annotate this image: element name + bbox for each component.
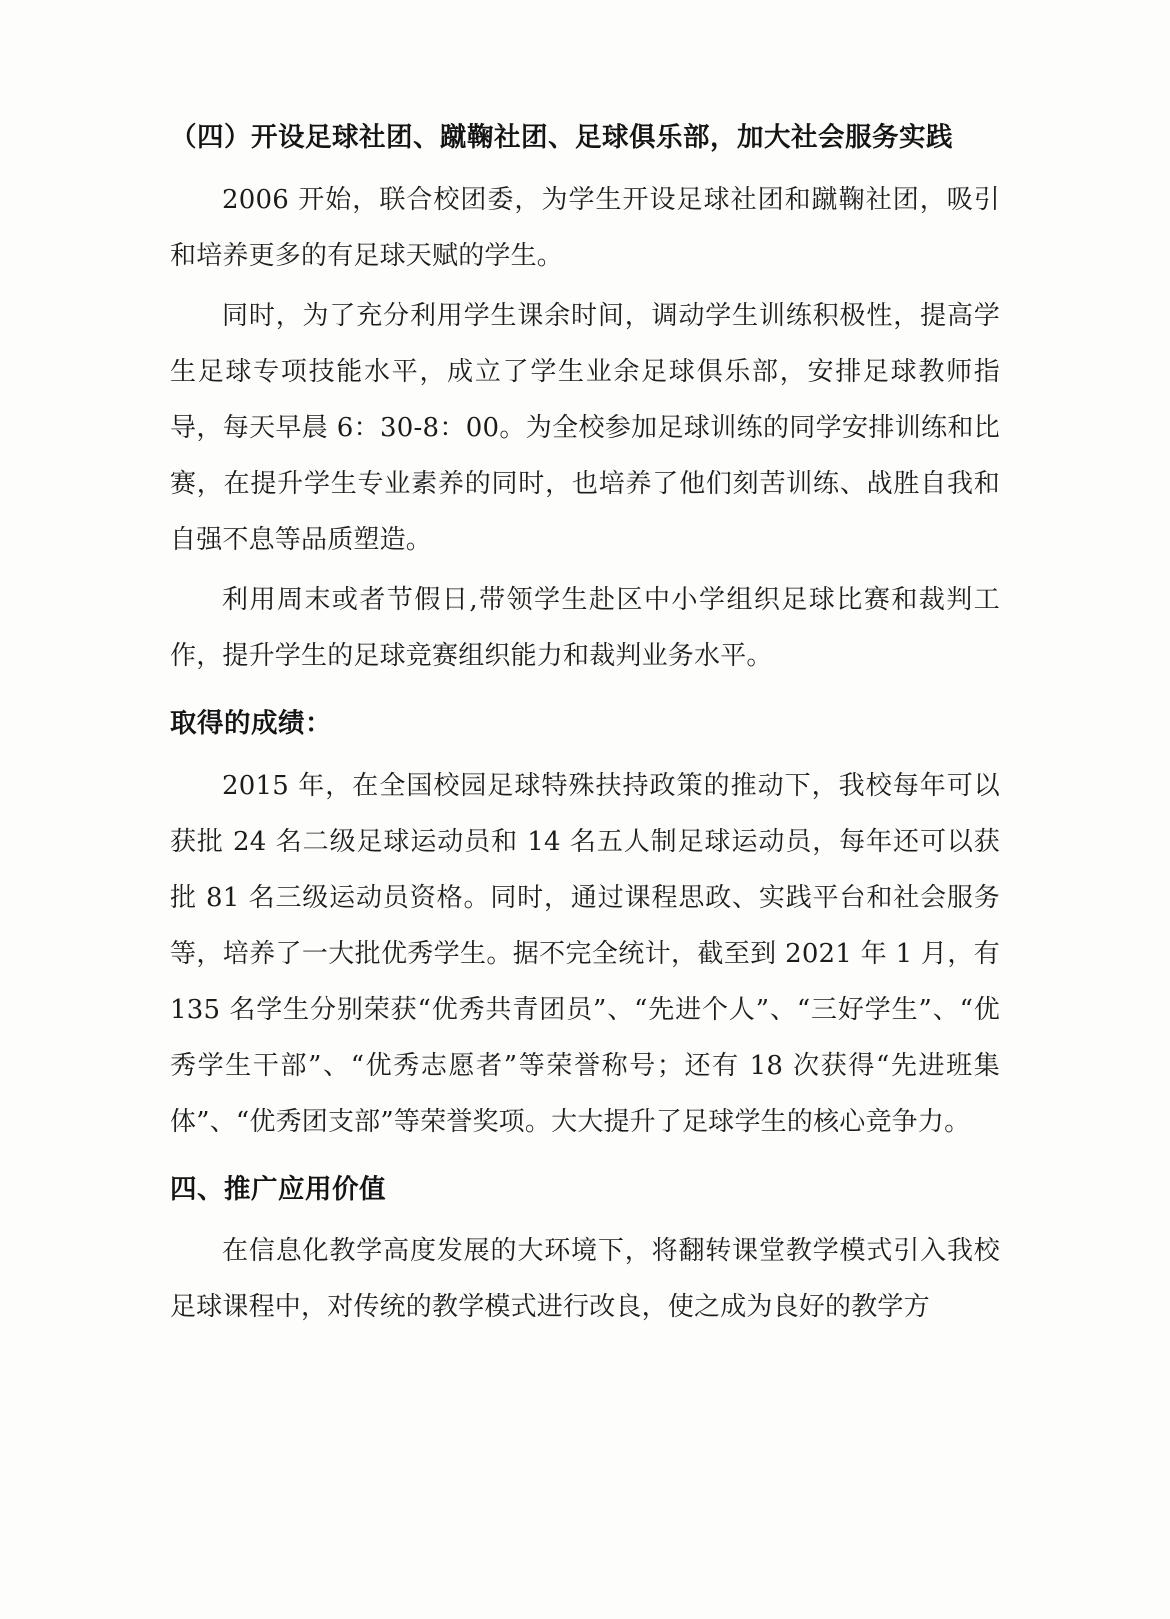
section-heading-promotion-value: 四、推广应用价值 [170, 1173, 386, 1205]
paragraph-amateur-club-training: 同时，为了充分利用学生课余时间，调动学生训练积极性，提高学生足球专项技能水平，成立了学生业余足球俱乐部，安排足球教师指导，每天早晨 6：30-8：00。为全校参加足球训练的同学安排训练和比赛，在提升学生专业素养的同时，也培养了他们刻苦训练、战胜自我和自强不息等品质塑造。 [170, 300, 1000, 555]
paragraph-flipped-classroom: 在信息化教学高度发展的大环境下，将翻转课堂教学模式引入我校足球课程中，对传统的教学模式进行改良，使之成为良好的教学方 [170, 1236, 1000, 1323]
paragraph-clubs-2006: 2006 开始，联合校团委，为学生开设足球社团和蹴鞠社团，吸引和培养更多的有足球天赋的学生。 [170, 184, 1000, 271]
section-heading-achievements: 取得的成绩： [170, 707, 332, 739]
paragraph-weekend-referee-work: 利用周末或者节假日,带领学生赴区中小学组织足球比赛和裁判工作，提升学生的足球竞赛组织能力和裁判业务水平。 [170, 584, 1000, 671]
section-heading-four-four: （四）开设足球社团、蹴鞠社团、足球俱乐部，加大社会服务实践 [170, 122, 953, 153]
paragraph-achievements-detail: 2015 年，在全国校园足球特殊扶持政策的推动下，我校每年可以获批 24 名二级足球运动员和 14 名五人制足球运动员，每年还可以获批 81 名三级运动员资格。同时，通过课程思政、实践平台和社会服务等，培养了一大批优秀学生。据不完全统计，截至到 2021 年 1 月，有 135 名学生分别荣获“优秀共青团员”、“先进个人”、“三好学生”、“优秀学生干部”、“优秀志愿者”等荣誉称号；还有 18 次获得“先进班集体”、“优秀团支部”等荣誉奖项。大大提升了足球学生的核心竞争力。 [170, 770, 1000, 1137]
document-body [170, 118, 1000, 1335]
